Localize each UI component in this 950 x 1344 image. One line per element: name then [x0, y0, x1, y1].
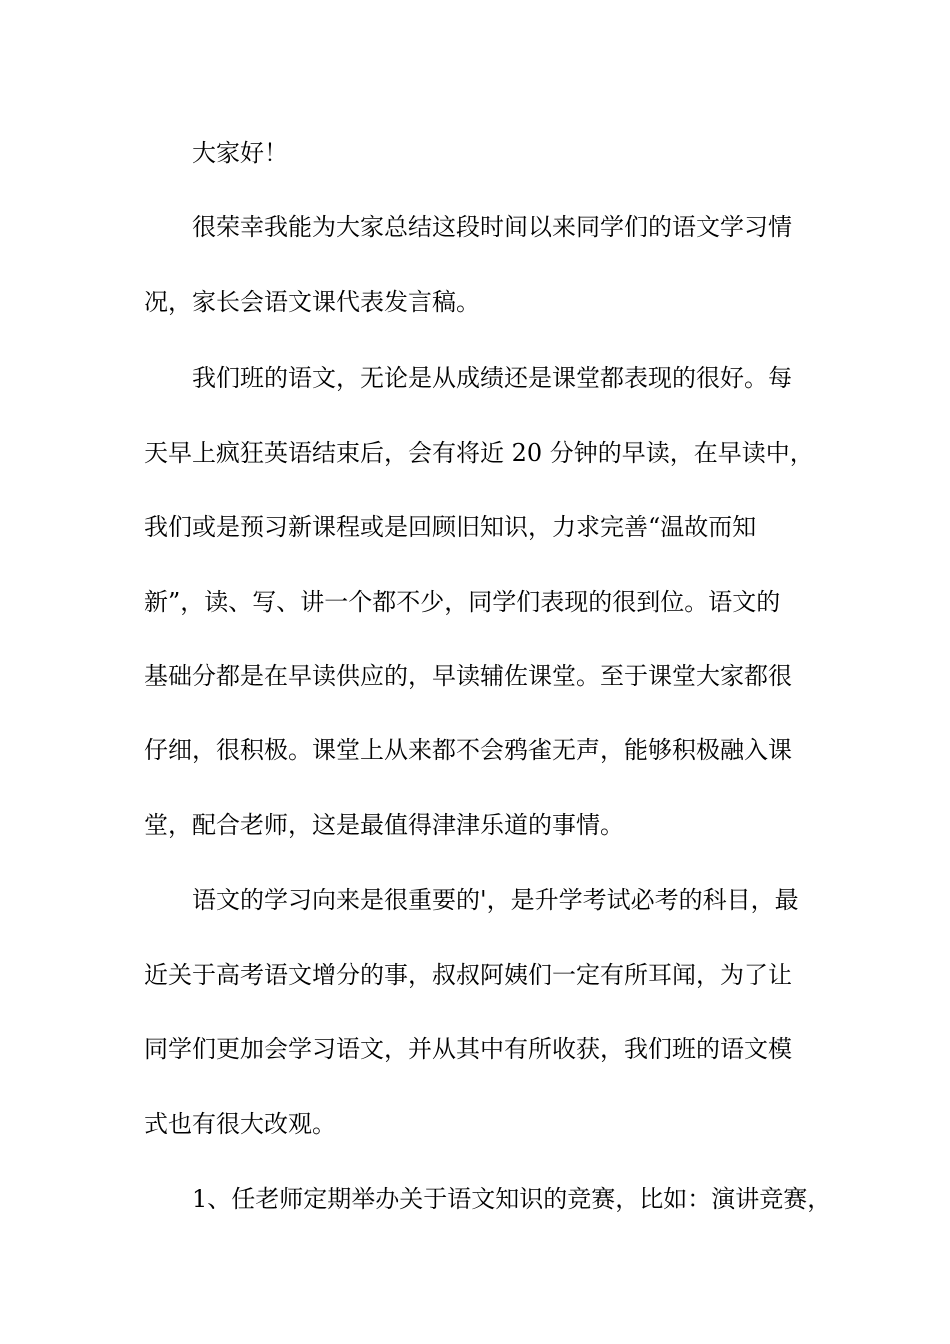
paragraph-2-line-7: 堂，配合老师，这是最值得津津乐道的事情。 — [144, 811, 624, 839]
list-item-1-line-1: 1、任老师定期举办关于语文知识的竞赛，比如：演讲竞赛， — [192, 1185, 832, 1213]
paragraph-3-line-3: 同学们更加会学习语文，并从其中有所收获，我们班的语文模 — [144, 1035, 792, 1063]
paragraph-2-line-1: 我们班的语文，无论是从成绩还是课堂都表现的很好。每 — [192, 364, 792, 392]
paragraph-2-line-3: 我们或是预习新课程或是回顾旧知识，力求完善“温故而知 — [144, 513, 757, 541]
paragraph-3-line-4: 式也有很大改观。 — [144, 1110, 336, 1138]
paragraph-3-line-2: 近关于高考语文增分的事，叔叔阿姨们一定有所耳闻，为了让 — [144, 961, 792, 989]
paragraph-1-line-2: 况，家长会语文课代表发言稿。 — [144, 288, 480, 316]
paragraph-2-line-2: 天早上疯狂英语结束后，会有将近 20 分钟的早读，在早读中， — [144, 439, 814, 467]
paragraph-2-line-4: 新”，读、写、讲一个都不少，同学们表现的很到位。语文的 — [144, 588, 781, 616]
paragraph-2-line-6: 仔细，很积极。课堂上从来都不会鸦雀无声，能够积极融入课 — [144, 736, 792, 764]
paragraph-1-line-1: 很荣幸我能为大家总结这段时间以来同学们的语文学习情 — [192, 213, 792, 241]
paragraph-2-line-5: 基础分都是在早读供应的，早读辅佐课堂。至于课堂大家都很 — [144, 662, 792, 690]
greeting-line: 大家好！ — [192, 139, 288, 167]
paragraph-3-line-1: 语文的学习向来是很重要的'，是升学考试必考的科目，最 — [192, 886, 799, 914]
